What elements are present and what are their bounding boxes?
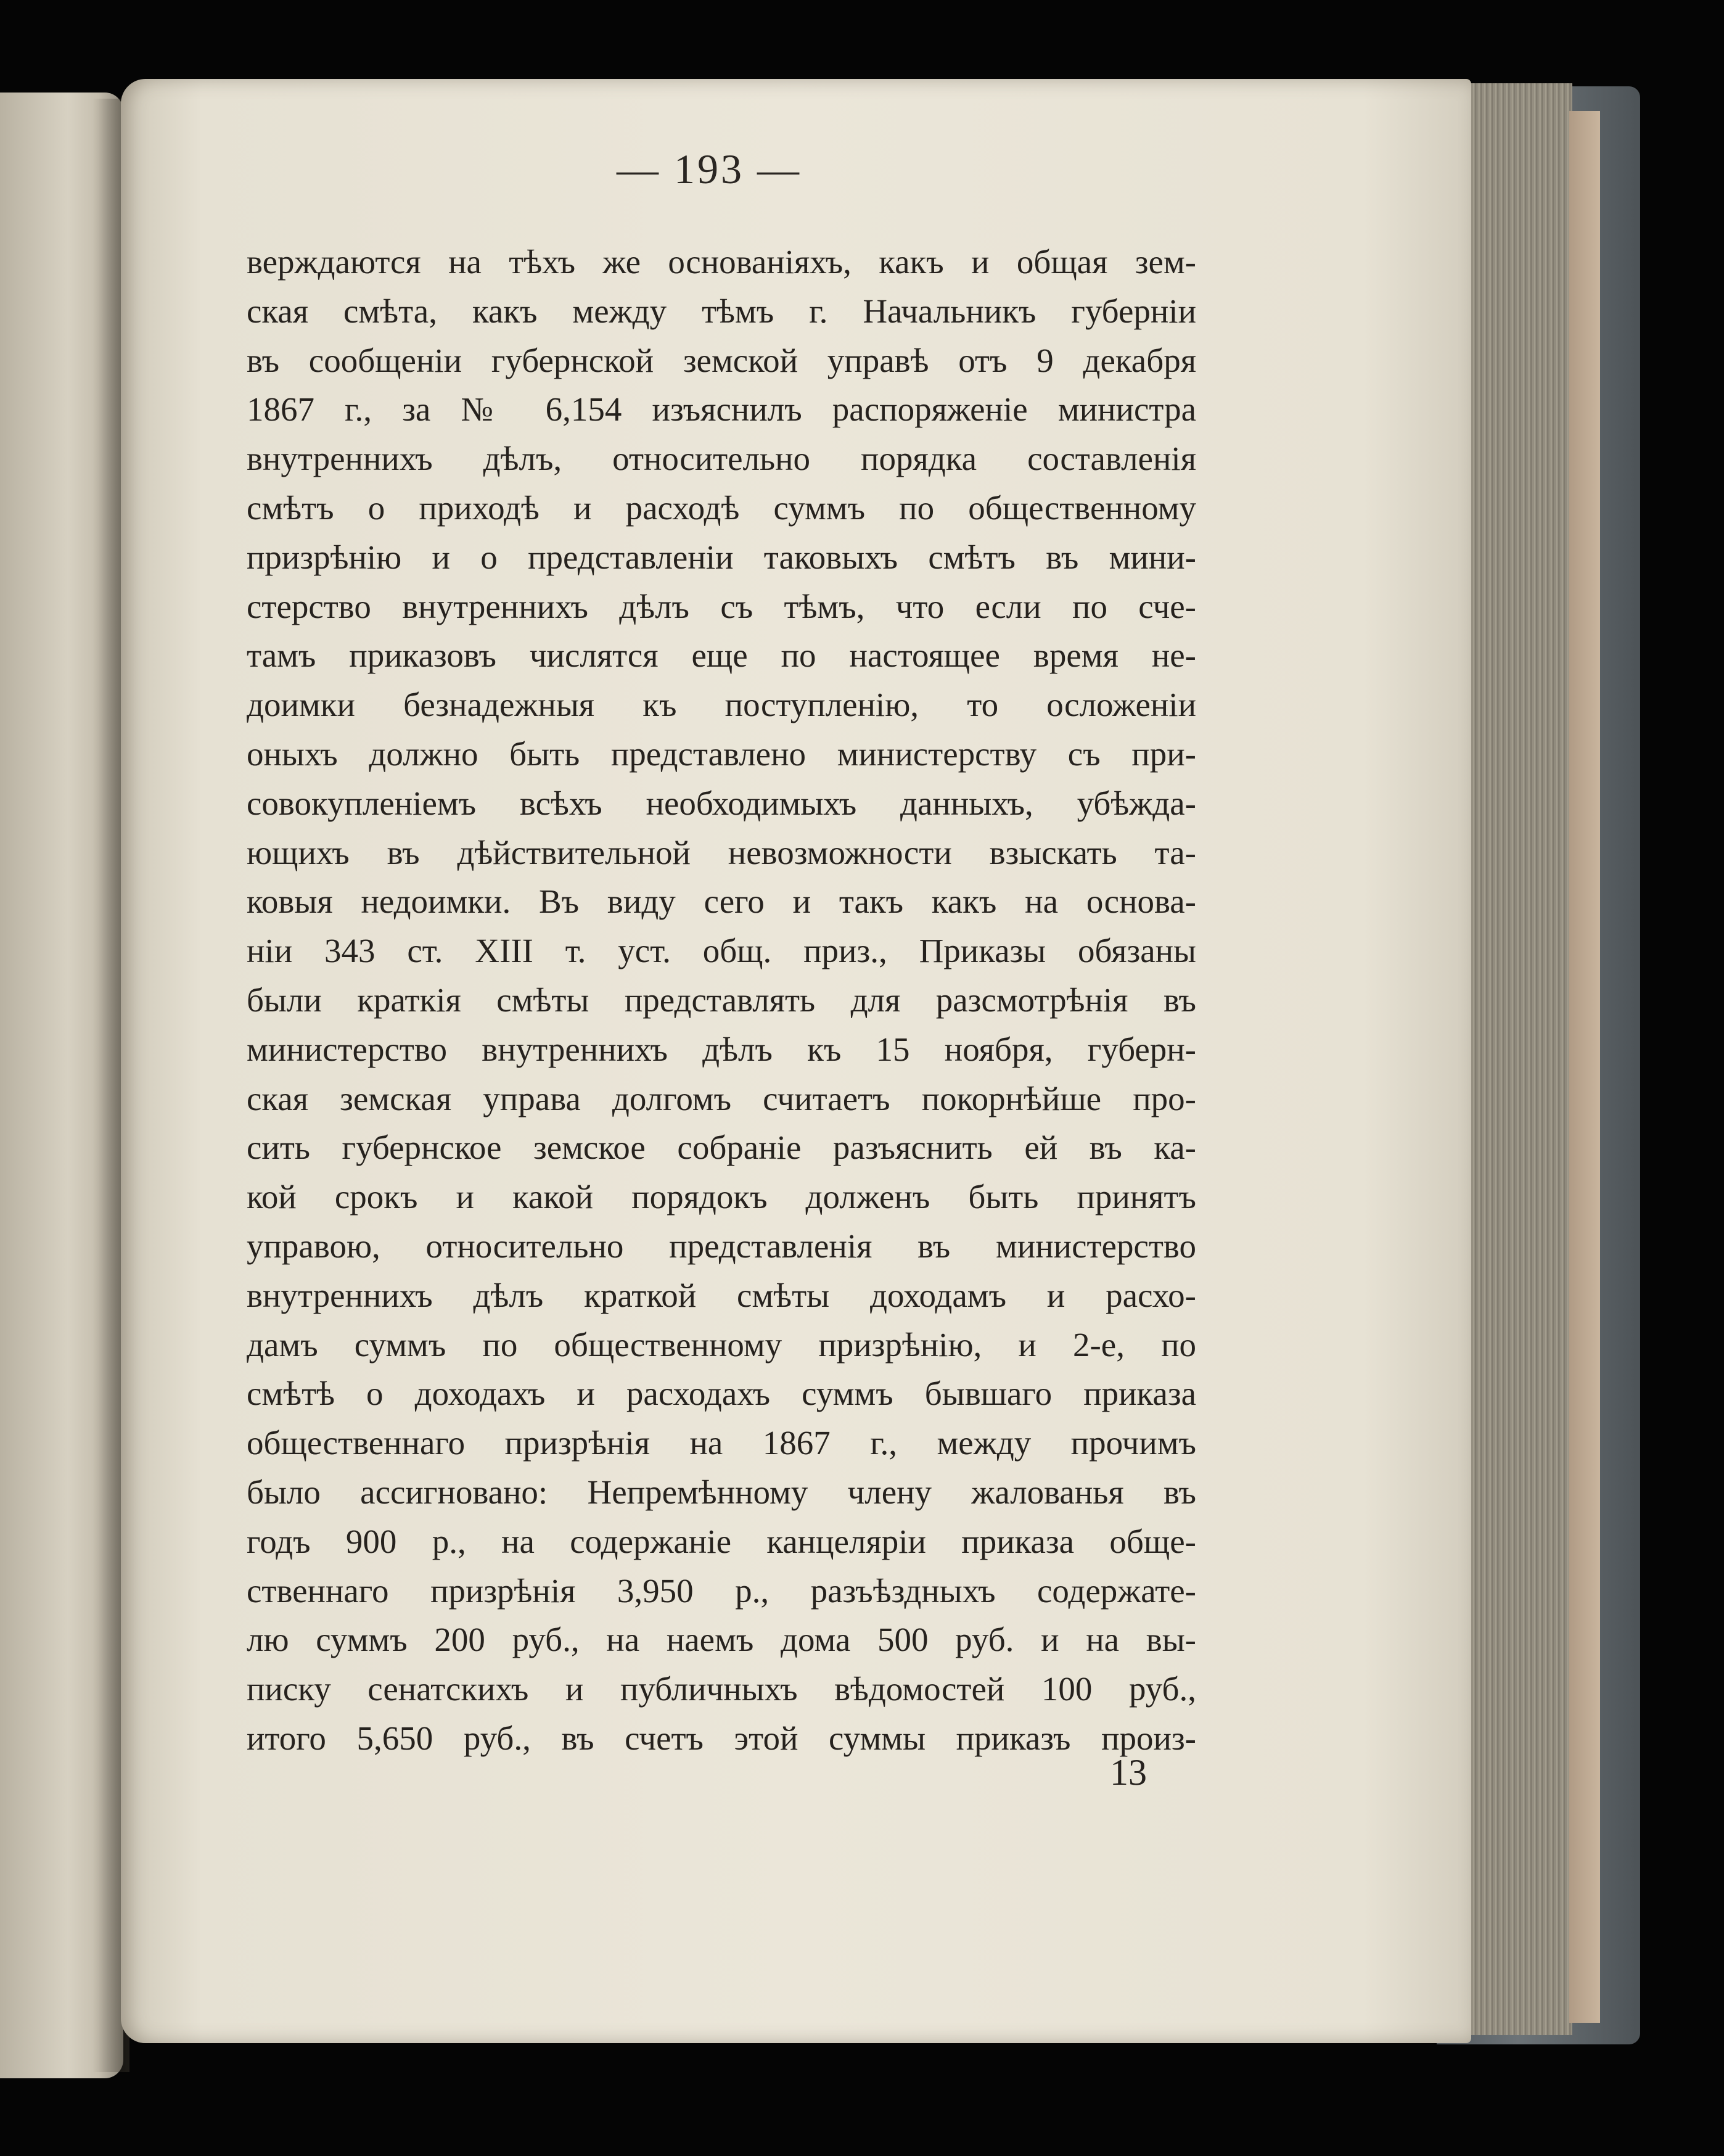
cover-board (1569, 111, 1600, 2023)
text-line: совокупленіемъ всѣхъ необходимыхъ данныхъ, убѣжда- (247, 784, 1196, 822)
text-line: сить губернское земское собраніе разъяснить ей въ ка- (247, 1129, 1196, 1167)
text-line: внутреннихъ дѣлъ, относительно порядка составленія (247, 440, 1196, 478)
text-line: ковыя недоимки. Въ виду сего и такъ какъ на основа- (247, 883, 1196, 921)
text-line: были краткія смѣты представлять для разсмотрѣнія въ (247, 981, 1196, 1019)
text-line: ственнаго призрѣнія 3,950 р., разъѣздныхъ содержате- (247, 1571, 1196, 1610)
body-text (247, 237, 1196, 1763)
text-line: въ сообщеніи губернской земской управѣ отъ 9 декабря (247, 341, 1196, 379)
text-line: общественнаго призрѣнія на 1867 г., между прочимъ (247, 1424, 1196, 1462)
text-line: было ассигновано: Непремѣнному члену жалованья въ (247, 1473, 1196, 1511)
text-line: ющихъ въ дѣйствительной невозможности взыскать та- (247, 833, 1196, 871)
text-line: смѣтъ о приходѣ и расходѣ суммъ по общественному (247, 488, 1196, 527)
text-line: итого 5,650 руб., въ счетъ этой суммы приказъ произ- (247, 1719, 1196, 1757)
text-line: писку сенатскихъ и публичныхъ вѣдомостей 100 руб., (247, 1670, 1196, 1708)
text-line: ская земская управа долгомъ считаетъ покорнѣйше про- (247, 1079, 1196, 1117)
text-line: управою, относительно представленія въ министерство (247, 1227, 1196, 1265)
text-line: министерство внутреннихъ дѣлъ къ 15 ноября, губерн- (247, 1030, 1196, 1068)
text-line: годъ 900 р., на содержаніе канцеляріи приказа обще- (247, 1522, 1196, 1560)
text-line: смѣтѣ о доходахъ и расходахъ суммъ бывшаго приказа (247, 1375, 1196, 1413)
page-block-edges (1455, 83, 1572, 2035)
text-line: ніи 343 ст. XIII т. уст. общ. приз., Приказы обязаны (247, 932, 1196, 970)
text-line: оныхъ должно быть представлено министерству съ при- (247, 734, 1196, 773)
text-line: призрѣнію и о представленіи таковыхъ смѣтъ въ мини- (247, 538, 1196, 576)
text-line: дамъ суммъ по общественному призрѣнію, и 2-е, по (247, 1325, 1196, 1364)
signature-mark: 13 (1110, 1752, 1147, 1793)
text-line: ская смѣта, какъ между тѣмъ г. Начальникъ губерніи (247, 292, 1196, 330)
text-line: кой срокъ и какой порядокъ долженъ быть принятъ (247, 1178, 1196, 1216)
text-line: верждаются на тѣхъ же основаніяхъ, какъ и общая зем- (247, 243, 1196, 281)
text-line: лю суммъ 200 руб., на наемъ дома 500 руб. и на вы- (247, 1621, 1196, 1659)
text-line: доимки безнадежныя къ поступленію, то осложеніи (247, 686, 1196, 724)
running-head-page-number: — 193 — (617, 146, 802, 192)
text-line: стерство внутреннихъ дѣлъ съ тѣмъ, что если по сче- (247, 587, 1196, 625)
text-line: внутреннихъ дѣлъ краткой смѣты доходамъ и расхо- (247, 1276, 1196, 1314)
text-line: тамъ приказовъ числятся еще по настоящее время не- (247, 636, 1196, 675)
text-line: 1867 г., за № 6,154 изъяснилъ распоряженіе министра (247, 390, 1196, 429)
